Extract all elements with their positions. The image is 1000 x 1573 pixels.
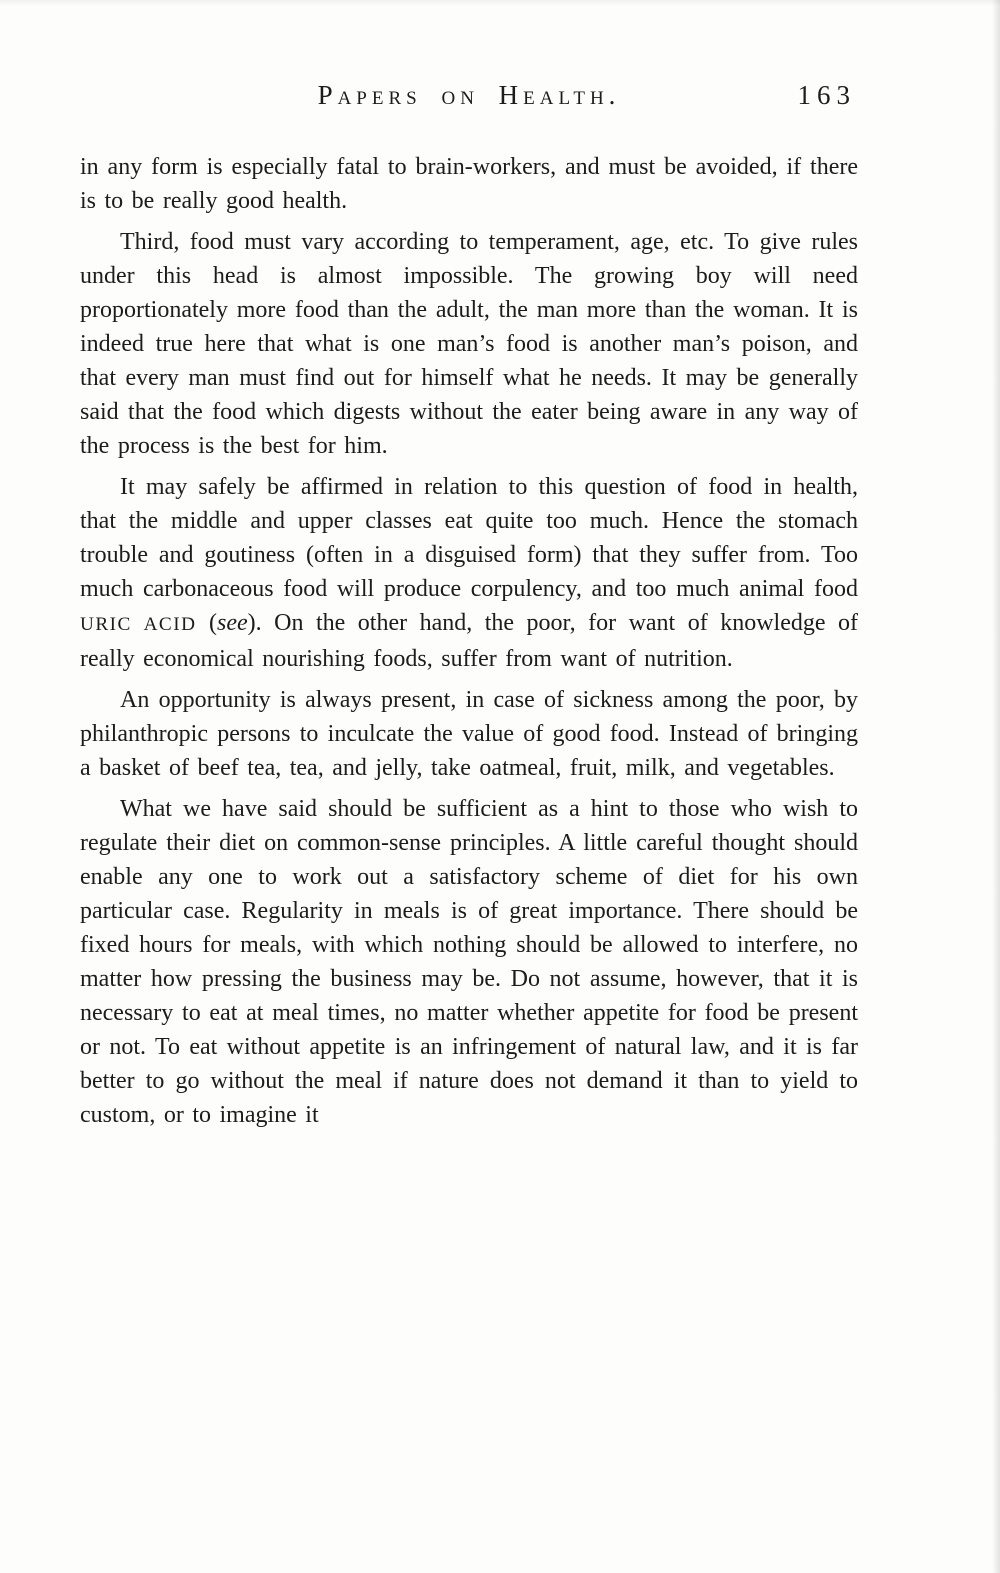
scan-edge-shading-right xyxy=(992,0,1000,1573)
page-number: 163 xyxy=(797,80,856,110)
page-content xyxy=(80,80,858,1139)
paragraph-text-segment: ). On the other hand, the poor, for want of knowledge of really economical nourishing foods, suffer from want of nutrition. xyxy=(80,610,859,672)
running-header xyxy=(80,80,858,124)
paragraph: Third, food must vary according to temperament, age, etc. To give rules under this head is almost impossible. The growing boy will need proportionately more food than the adult, the man more than the woman. It is indeed true here that what is one man’s food is another man’s poison, and that every man must find out for himself what he needs. It may be generally said that the food which digests without the eater being aware in any way of the process is the best for him. xyxy=(80,229,858,459)
smallcaps-term: URIC ACID xyxy=(80,614,197,635)
paragraph-continuation: in any form is especially fatal to brain-workers, and must be avoided, if there is to be really good health. xyxy=(80,154,858,214)
scan-edge-shading-top xyxy=(0,0,1000,6)
paragraph-text-segment: It may safely be affirmed in relation to this question of food in health, that the middle and upper classes eat quite too much. Hence the stomach trouble and goutiness (often in a disguised form) that they suffer from. Too much carbonaceous food will produce corpulency, and too much animal food xyxy=(80,474,858,602)
paragraph xyxy=(80,470,858,676)
italic-cross-reference: see xyxy=(216,610,248,636)
page-body xyxy=(80,150,858,1132)
paragraph: What we have said should be sufficient as a hint to those who wish to regulate their diet on common-sense principles. A little careful thought should enable any one to work out a satisfactory scheme of diet for his own particular case. Regularity in meals is of great importance. There should be fixed hours for meals, with which nothing should be allowed to interfere, no matter how pressing the business may be. Do not assume, however, that it is necessary to eat at meal times, no matter whether appetite for food be present or not. To eat without appetite is an infringement of natural law, and it is far better to go without the meal if nature does not demand it than to yield to custom, or to imagine it xyxy=(80,796,858,1128)
paragraph: An opportunity is always present, in case of sickness among the poor, by philanthropic persons to inculcate the value of good food. Instead of bringing a basket of beef tea, tea, and jelly, take oatmeal, fruit, milk, and vegetables. xyxy=(80,687,858,781)
paragraph-text-segment: ( xyxy=(196,610,217,636)
running-title: Papers on Health. xyxy=(317,80,621,110)
